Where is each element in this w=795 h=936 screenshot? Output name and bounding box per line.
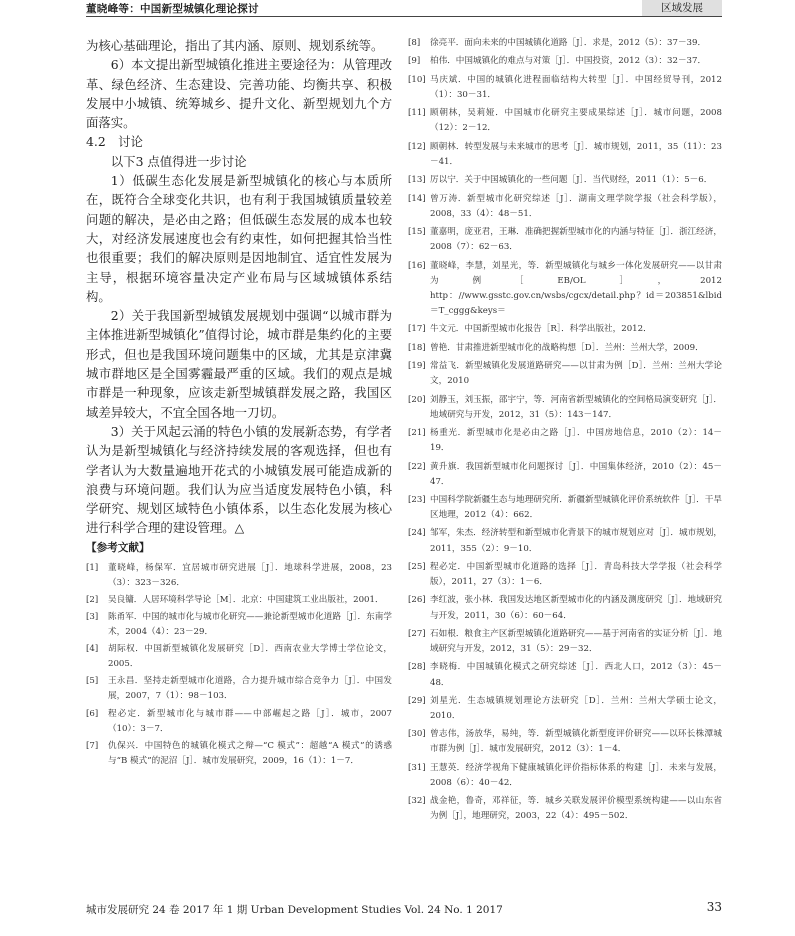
reference-text: 杨重光．新型城市化是必由之路［J］．中国房地信息，2010（2）：14－19．: [430, 428, 722, 454]
reference-number: [28]: [408, 662, 426, 673]
reference-number: [27]: [408, 628, 426, 639]
reference-number: [30]: [408, 729, 426, 740]
reference-item: [408, 627, 722, 657]
reference-item: [408, 727, 722, 757]
reference-item: [408, 660, 722, 690]
reference-item: [408, 259, 722, 319]
reference-number: [3]: [86, 612, 99, 622]
reference-number: [20]: [408, 394, 426, 405]
reference-number: [32]: [408, 796, 426, 807]
reference-text: 邹军，朱杰．经济转型和新型城市化背景下的城市规划应对［J］．城市规划，2011，355（2）：9－10．: [430, 528, 722, 554]
reference-item: [408, 794, 722, 824]
reference-item: [408, 73, 722, 103]
reference-text: 王永昌．坚持走新型城市化道路，合力提升城市综合竞争力［J］．中国发展，2007，7（1）：98－103．: [108, 676, 392, 702]
reference-number: [8]: [408, 38, 421, 48]
reference-number: [19]: [408, 361, 426, 372]
reference-item: [86, 593, 392, 608]
reference-item: [86, 707, 392, 737]
reference-text: 顾朝林．转型发展与未来城市的思考［J］．城市规划，2011，35（11）：23－41．: [430, 141, 722, 167]
reference-item: [408, 36, 722, 51]
reference-text: 董嘉明，庞亚君，王琳．准确把握新型城市化的内涵与特征［J］．浙江经济，2008（7）：62－63．: [430, 227, 722, 253]
body-text: [86, 36, 392, 538]
reference-item: [408, 54, 722, 69]
reference-text: 董晓峰，李慧，刘星光，等．新型城镇化与城乡一体化发展研究——以甘肃为例［EB/OL］，2012 http：//www.gsstc.gov.cn/wsbs/cgcx/detail.php？id＝203851&lbid＝T_cggg&keys＝: [430, 260, 722, 316]
reference-number: [17]: [408, 324, 426, 335]
reference-item: [408, 694, 722, 724]
reference-item: [408, 460, 722, 490]
reference-item: [408, 393, 722, 423]
reference-number: [4]: [86, 644, 99, 655]
reference-text: 曾志伟，汤放华，易纯，等．新型城镇化新型度评价研究——以环长株潭城市群为例［J］．城市发展研究，2012（3）：1－4．: [430, 729, 722, 755]
reference-item: [408, 192, 722, 222]
running-title: 董晓峰等：中国新型城镇化理论探讨: [86, 3, 259, 15]
reference-item: [86, 610, 392, 640]
reference-number: [5]: [86, 676, 99, 687]
reference-item: [408, 761, 722, 791]
left-column: [86, 36, 392, 771]
reference-number: [25]: [408, 561, 426, 572]
reference-number: [29]: [408, 695, 426, 706]
reference-number: [24]: [408, 528, 426, 539]
reference-text: 胡际权．中国新型城镇化发展研究［D］．西南农业大学博士学位论文，2005．: [108, 644, 392, 670]
reference-text: 李晓梅．中国城镇化模式之研究综述［J］．西北人口，2012（3）：45－48．: [430, 662, 722, 688]
reference-item: [408, 593, 722, 623]
reference-text: 曾万涛．新型城市化研究综述［J］．湖南文理学院学报（社会科学版），2008，33（4）：48－51．: [430, 193, 722, 219]
reference-number: [21]: [408, 428, 426, 439]
reference-item: [408, 493, 722, 523]
reference-number: [6]: [86, 708, 99, 719]
reference-item: [86, 561, 392, 591]
paragraph-conclusion-6: 6）本文提出新型城镇化推进主要途径为：从管理改革、绿色经济、生态建设、完善功能、均衡共享、积极发展中小城镇、统筹城乡、提升文化、新型规划九个方面落实。: [86, 57, 392, 131]
reference-text: 李红波，张小林．我国发达地区新型城市化的内涵及测度研究［J］．地域研究与开发，2011，30（6）：60－64．: [430, 595, 722, 621]
reference-text: 吴良镛．人居环境科学导论［M］．北京：中国建筑工业出版社，2001．: [108, 594, 384, 605]
reference-text: 常益飞．新型城镇化发展道路研究——以甘肃为例［D］．兰州：兰州大学论文，2010: [430, 361, 722, 387]
references-list-left: [86, 561, 392, 769]
reference-item: [408, 173, 722, 188]
reference-item: [408, 140, 722, 170]
reference-text: 厉以宁．关于中国城镇化的一些问题［J］．当代财经，2011（1）：5－6．: [430, 175, 713, 186]
reference-text: 仇保兴．中国特色的城镇化模式之辩—“C 模式”：超越“A 模式”的诱惑与“B 模式”的泥沼［J］．城市发展研究，2009，16（1）：1－7．: [108, 740, 392, 766]
reference-text: 陈甬军．中国的城市化与城市化研究——兼论新型城市化道路［J］．东南学术，2004（4）：23－29．: [108, 612, 392, 638]
reference-number: [10]: [408, 74, 426, 85]
reference-number: [14]: [408, 193, 426, 204]
reference-number: [22]: [408, 461, 426, 472]
reference-item: [86, 739, 392, 769]
reference-number: [13]: [408, 175, 426, 186]
section-tag: 区域发展: [642, 0, 722, 16]
paragraph-continued: 为核心基础理论，指出了其内涵、原则、规划系统等。: [86, 38, 384, 53]
reference-text: 黄升旗．我国新型城市化问题探讨［J］．中国集体经济，2010（2）：45－47．: [430, 461, 722, 487]
reference-text: 中国科学院新疆生态与地理研究所．新疆新型城镇化评价系统软件［J］．干旱区地理，2012（4）：662．: [430, 494, 722, 521]
references-list-right: [408, 36, 722, 825]
discussion-intro: 以下3 点值得进一步讨论: [110, 153, 247, 169]
reference-number: [23]: [408, 494, 426, 505]
reference-number: [7]: [86, 740, 99, 751]
discussion-point-3: 3）关于风起云涌的特色小镇的发展新态势，有学者认为是新型城镇化与经济持续发展的客观选择，但也有学者认为大数量遍地开花式的小城镇发展可能造成新的浪费与环境问题。我们认为应当适度发展特色小镇，科学研究、规划区域特色小镇体系，以生态化发展为核心进行科学合理的建设管理。△: [86, 423, 392, 536]
reference-text: 马庆斌．中国的城镇化进程面临结构大转型［J］．中国经贸导刊，2012（1）：30－31．: [430, 74, 722, 100]
discussion-point-2: 2）关于我国新型城镇发展规划中强调“以城市群为主体推进新型城镇化”值得讨论，城市群是集约化的主要形式，但也是我国环境问题集中的区域，尤其是京津冀城市群地区是全国雾霾最严重的区域。我们的观点是城市群是一种现象，应该走新型城镇群发展之路，我国区域差异较大，不宜全国各地一刀切。: [86, 308, 392, 420]
header-rule: [86, 16, 722, 17]
journal-info: 城市发展研究 24 卷 2017 年 1 期 Urban Development Studies Vol. 24 No. 1 2017: [86, 904, 503, 916]
reference-number: [18]: [408, 342, 426, 353]
running-header: [86, 0, 722, 16]
reference-text: 徐亮平．面向未来的中国城镇化道路［J］．求是，2012（5）：37－39．: [430, 38, 707, 48]
reference-text: 刘静玉，刘玉振，邵宇宁，等．河南省新型城镇化的空间格局演变研究［J］．地域研究与开发，2012，31（5）：143－147．: [430, 394, 722, 420]
reference-text: 战金艳，鲁奇，邓祥征，等．城乡关联发展评价模型系统构建——以山东省为例［J］，地理研究，2003，22（4）：495－502．: [430, 796, 722, 822]
reference-number: [15]: [408, 227, 426, 238]
reference-number: [16]: [408, 260, 426, 271]
reference-number: [26]: [408, 595, 426, 606]
reference-text: 顾朝林，吴莉娅．中国城市化研究主要成果综述［J］．城市问题，2008（12）：2－12．: [430, 108, 722, 134]
references-heading: 【参考文献】: [86, 541, 150, 554]
reference-item: [86, 674, 392, 704]
reference-number: [12]: [408, 141, 426, 152]
reference-item: [408, 341, 722, 356]
reference-item: [408, 560, 722, 590]
right-column: [408, 36, 722, 828]
reference-item: [408, 225, 722, 255]
reference-item: [86, 642, 392, 672]
page-number: 33: [706, 900, 722, 914]
reference-item: [408, 322, 722, 337]
reference-number: [11]: [408, 108, 426, 119]
reference-text: 曾艳．甘肃推进新型城市化的战略构想［D］．兰州：兰州大学，2009．: [430, 342, 704, 353]
reference-text: 程必定．新型城市化与城市群——中部崛起之路［J］．城市，2007（10）：3－7．: [108, 708, 392, 734]
reference-text: 牛文元．中国新型城市化报告［R］．科学出版社，2012．: [430, 324, 652, 335]
reference-item: [408, 426, 722, 456]
reference-item: [408, 359, 722, 389]
reference-text: 刘星光．生态城镇规划理论方法研究［D］．兰州：兰州大学硕士论文，2010．: [430, 695, 722, 721]
reference-number: [1]: [86, 562, 99, 573]
section-heading: 4.2 讨论: [86, 134, 143, 150]
reference-text: 程必定．中国新型城市化道路的选择［J］．青岛科技大学学报（社会科学版），2011，27（3）：1－6．: [430, 561, 722, 588]
discussion-point-1: 1）低碳生态化发展是新型城镇化的核心与本质所在，既符合全球变化共识，也有利于我国城镇质量较差问题的解决，是必由之路；但低碳生态发展的成本也较大，对经济发展速度也会有约束性，如何把握其恰当性也很重要；我们的解决原则是因地制宜、适宜性发展为主导，根据环境容量决定产业布局与区域城镇体系结构。: [86, 173, 392, 304]
reference-text: 柏伟．中国城镇化的难点与对策［J］．中国投资，2012（3）：32－37．: [430, 56, 707, 67]
reference-text: 董晓峰，杨保军．宜居城市研究进展［J］．地球科学进展，2008，23（3）：323－326．: [108, 562, 392, 588]
reference-text: 石如根．粮食主产区新型城镇化道路研究——基于河南省的实证分析［J］．地域研究与开发，2012，31（5）：29－32．: [430, 628, 722, 655]
reference-number: [2]: [86, 594, 99, 605]
reference-item: [408, 526, 722, 556]
reference-number: [31]: [408, 762, 426, 773]
reference-item: [408, 106, 722, 136]
reference-text: 王慧英．经济学视角下健康城镇化评价指标体系的构建［J］．未来与发展，2008（6）：40－42．: [430, 762, 722, 788]
reference-number: [9]: [408, 56, 421, 67]
